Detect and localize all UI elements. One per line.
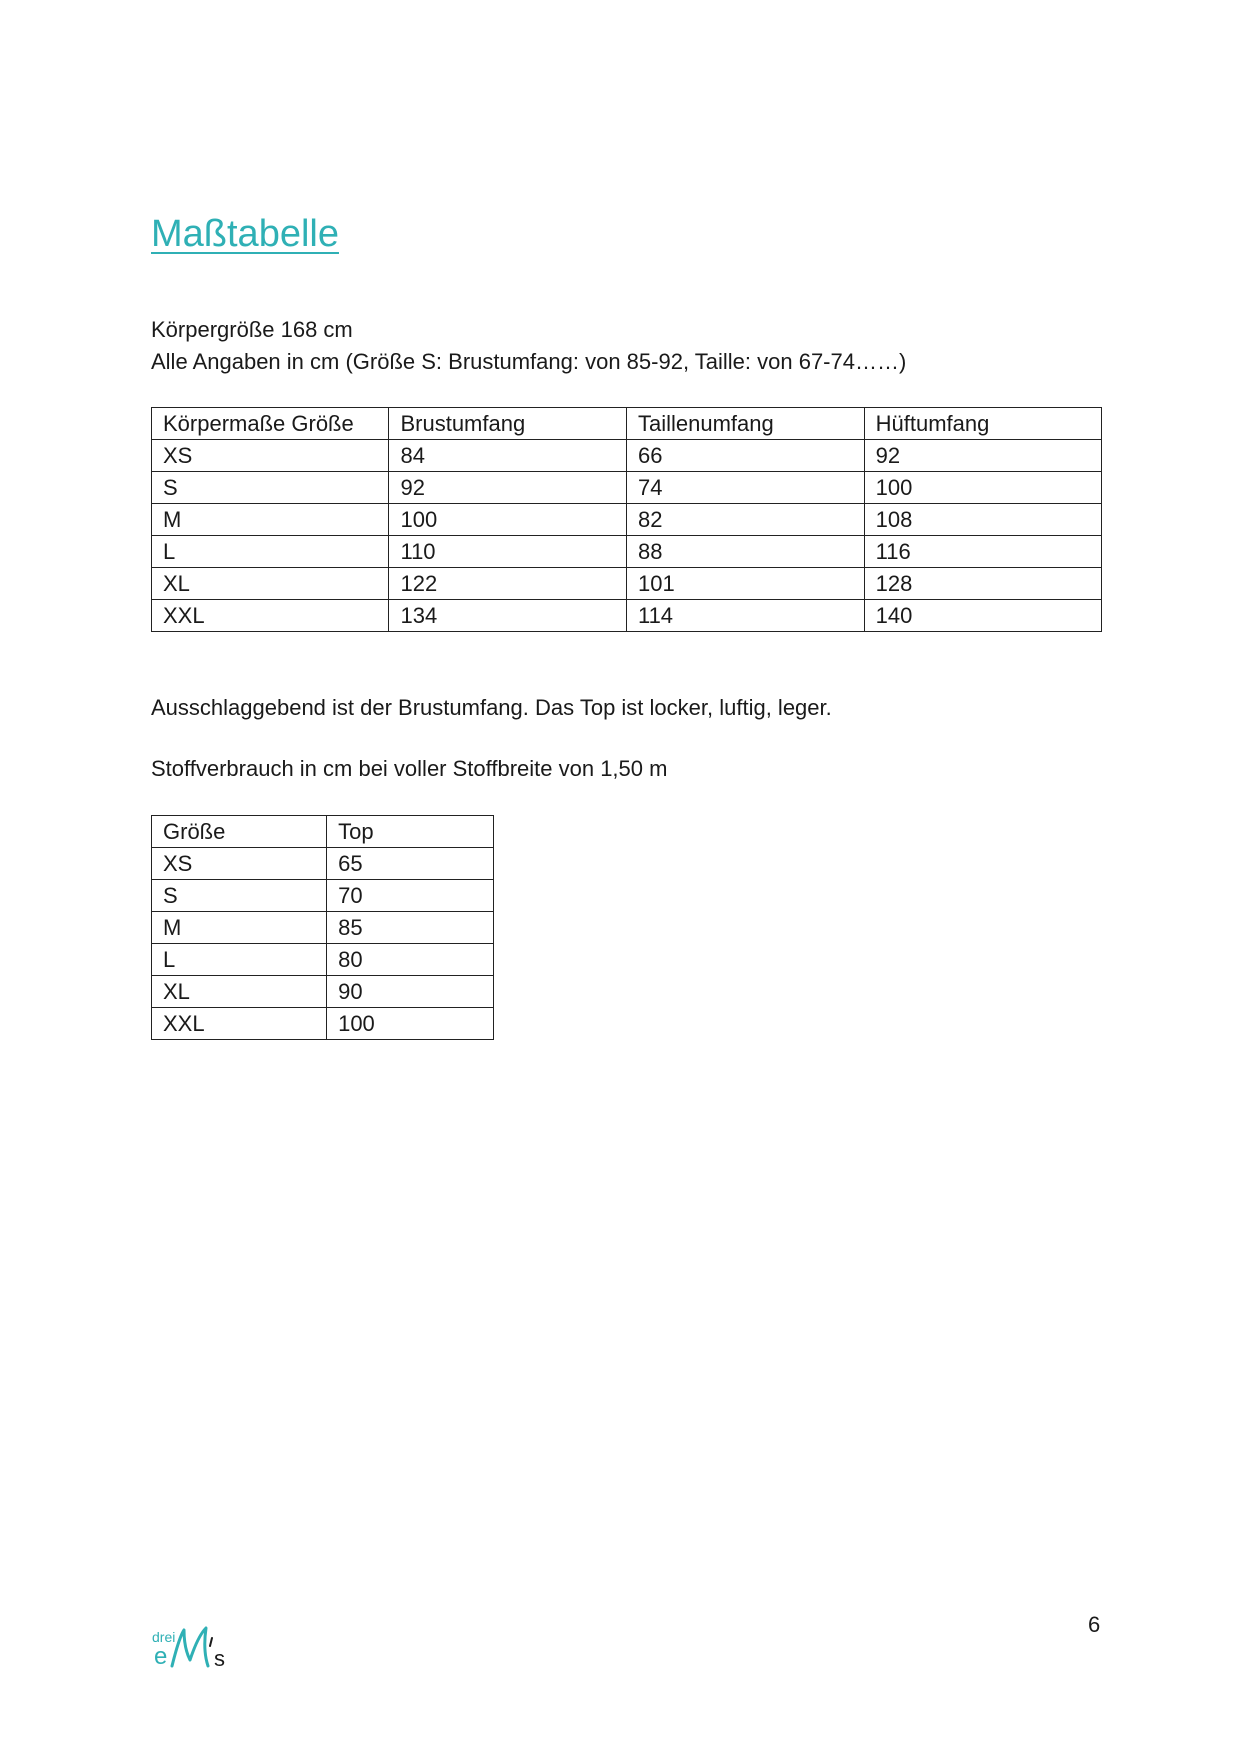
table-header-cell: Brustumfang <box>389 408 627 440</box>
table-cell: 65 <box>327 848 494 880</box>
table-cell: 100 <box>389 504 627 536</box>
table-row <box>152 912 494 944</box>
table-cell: 80 <box>327 944 494 976</box>
table-cell: L <box>152 536 389 568</box>
table-header-row <box>152 408 1102 440</box>
table-cell: 92 <box>864 440 1101 472</box>
table-cell: 140 <box>864 600 1101 632</box>
table-header-cell: Taillenumfang <box>626 408 864 440</box>
table-cell: XXL <box>152 1008 327 1040</box>
table-cell: 90 <box>327 976 494 1008</box>
table-cell: 114 <box>626 600 864 632</box>
table-cell: M <box>152 504 389 536</box>
table-cell: 100 <box>864 472 1101 504</box>
table-cell: 128 <box>864 568 1101 600</box>
table-cell: 84 <box>389 440 627 472</box>
table-row <box>152 1008 494 1040</box>
table-row <box>152 440 1102 472</box>
sizing-note-text: Ausschlaggebend ist der Brustumfang. Das Top ist locker, luftig, leger. <box>151 695 832 720</box>
table-header-cell: Größe <box>152 816 327 848</box>
table-cell: XS <box>152 848 327 880</box>
table-header-cell: Hüftumfang <box>864 408 1101 440</box>
table-cell: M <box>152 912 327 944</box>
table-cell: XXL <box>152 600 389 632</box>
table-cell: S <box>152 880 327 912</box>
table-cell: 122 <box>389 568 627 600</box>
table-cell: XL <box>152 568 389 600</box>
table-cell: 74 <box>626 472 864 504</box>
table-row <box>152 600 1102 632</box>
table-row <box>152 472 1102 504</box>
svg-text:e: e <box>154 1643 168 1670</box>
table-cell: 66 <box>626 440 864 472</box>
table-cell: 82 <box>626 504 864 536</box>
brand-logo <box>150 1620 240 1680</box>
body-height-text: Körpergröße 168 cm <box>151 317 353 342</box>
table-cell: 88 <box>626 536 864 568</box>
body-measurements-table <box>151 407 1102 632</box>
table-row <box>152 944 494 976</box>
table-cell: 134 <box>389 600 627 632</box>
table-row <box>152 568 1102 600</box>
page-title: Maßtabelle <box>151 213 339 255</box>
table-cell: 92 <box>389 472 627 504</box>
fabric-usage-heading: Stoffverbrauch in cm bei voller Stoffbreite von 1,50 m <box>151 756 668 781</box>
svg-text:s: s <box>214 1646 225 1671</box>
units-note-text: Alle Angaben in cm (Größe S: Brustumfang: von 85-92, Taille: von 67-74……) <box>151 349 907 374</box>
table-row <box>152 880 494 912</box>
svg-text:drei: drei <box>152 1629 176 1645</box>
page-number: 6 <box>1088 1612 1101 1637</box>
table-cell: S <box>152 472 389 504</box>
table-row <box>152 504 1102 536</box>
table-cell: 108 <box>864 504 1101 536</box>
table-cell: 110 <box>389 536 627 568</box>
table-row <box>152 848 494 880</box>
table-row <box>152 976 494 1008</box>
table-header-cell: Körpermaße Größe <box>152 408 389 440</box>
table-cell: 85 <box>327 912 494 944</box>
table-cell: XL <box>152 976 327 1008</box>
table-cell: 100 <box>327 1008 494 1040</box>
table-cell: 116 <box>864 536 1101 568</box>
table-cell: 101 <box>626 568 864 600</box>
table-header-row <box>152 816 494 848</box>
table-cell: 70 <box>327 880 494 912</box>
table-header-cell: Top <box>327 816 494 848</box>
fabric-usage-table <box>151 815 494 1040</box>
table-row <box>152 536 1102 568</box>
table-cell: XS <box>152 440 389 472</box>
table-cell: L <box>152 944 327 976</box>
